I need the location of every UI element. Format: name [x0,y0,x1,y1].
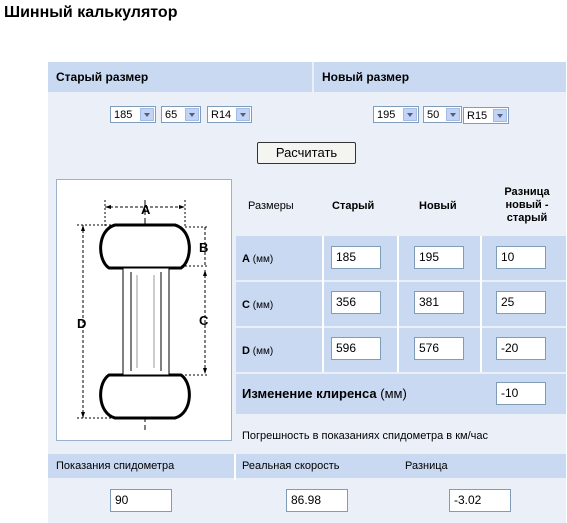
speedo-real-label: Реальная скорость [242,460,340,472]
chevron-down-icon [185,108,199,121]
row-a-unit: (мм) [252,254,274,265]
label-c: C [199,313,209,328]
row-a-label [242,253,273,265]
row-a-old-input[interactable]: 185 [331,246,381,269]
speedo-diff-input[interactable]: -3.02 [449,489,511,512]
old-rim-value: R14 [211,109,232,121]
new-size-selects [314,94,566,134]
new-size-label: Новый размер [322,70,410,84]
speedo-reading-label: Показания спидометра [56,460,175,472]
row-c-label [242,299,273,311]
row-c-new-input[interactable]: 381 [414,291,464,314]
clearance-title: Изменение клиренса [242,386,377,401]
new-profile-select[interactable] [423,106,462,123]
column-divider [322,236,324,372]
clearance-label [242,386,407,401]
tire-diagram [56,179,232,441]
row-d-new-input[interactable]: 576 [414,337,464,360]
chevron-down-icon [236,108,250,121]
row-c-name: C [242,299,250,311]
col-sizes-header: Размеры [248,200,294,212]
old-size-header [48,62,312,92]
column-divider [480,236,482,372]
old-width-value: 185 [114,109,133,121]
tire-profile-drawing [57,180,231,440]
old-profile-select[interactable] [161,106,201,123]
label-d: D [77,316,87,331]
speedo-diff-label: Разница [405,460,448,472]
old-profile-value: 65 [165,109,178,121]
row-d-old-input[interactable]: 596 [331,337,381,360]
row-c-old-input[interactable]: 356 [331,291,381,314]
tire-calculator [48,62,566,523]
row-d-label [242,345,273,357]
chevron-down-icon [403,108,417,121]
speedo-labels-row [48,454,566,478]
chevron-down-icon [446,108,460,121]
new-rim-select[interactable] [463,107,509,124]
results-header [236,174,566,234]
row-c-unit: (мм) [252,300,274,311]
col-diff-header: Разница новый - старый [504,186,550,224]
col-old-header: Старый [332,200,375,212]
page-title: Шинный калькулятор [4,4,178,21]
speedo-note: Погрешность в показаниях спидометра в км/час [242,430,488,442]
row-d-diff-input[interactable]: -20 [496,337,546,360]
speedo-reading-input[interactable]: 90 [110,489,172,512]
column-divider [397,236,399,372]
row-a-diff-input[interactable]: 10 [496,246,546,269]
new-width-select[interactable] [373,106,419,123]
speedo-real-input[interactable]: 86.98 [286,489,348,512]
new-size-header [314,62,566,92]
row-d-name: D [242,345,250,357]
row-d-unit: (мм) [252,346,274,357]
calculate-button[interactable]: Расчитать [257,142,356,164]
clearance-unit: (мм) [380,386,407,401]
old-width-select[interactable] [110,106,156,123]
label-a: A [141,202,151,217]
chevron-down-icon [493,109,507,122]
new-width-value: 195 [377,109,396,121]
row-a-name: A [242,253,250,265]
old-rim-select[interactable] [207,106,252,123]
row-a-new-input[interactable]: 195 [414,246,464,269]
new-rim-value: R15 [467,110,488,122]
col-new-header: Новый [419,200,457,212]
clearance-input[interactable]: -10 [496,382,546,405]
row-c-diff-input[interactable]: 25 [496,291,546,314]
old-size-selects [48,94,312,134]
chevron-down-icon [140,108,154,121]
speedo-note-row [236,416,566,452]
label-b: B [199,240,209,255]
new-profile-value: 50 [427,109,440,121]
old-size-label: Старый размер [56,70,149,84]
